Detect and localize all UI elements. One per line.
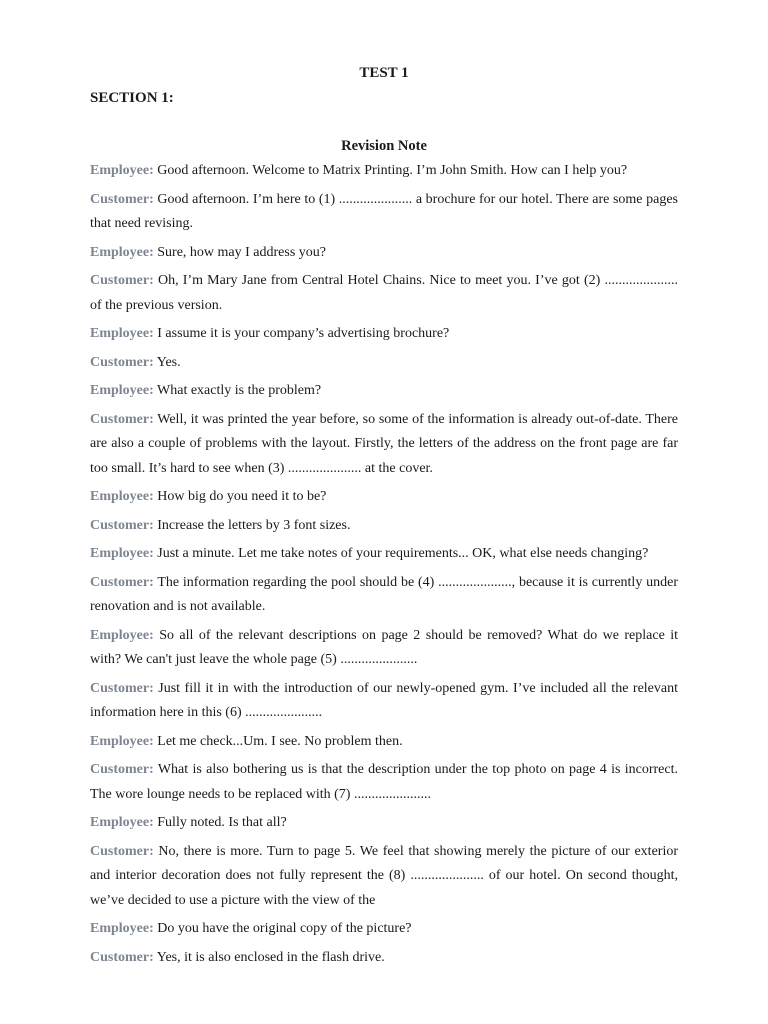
speaker-label: Customer: <box>90 191 154 207</box>
speaker-label: Employee: <box>90 546 154 561</box>
speaker-label: Employee: <box>90 733 154 749</box>
dialogue-turn <box>90 269 678 318</box>
speaker-label: Customer: <box>90 762 154 777</box>
turn-text: No, there is more. Turn to page 5. We feel that showing merely the picture of our exterior and interior decoration does not fully represent the (8) ..................... of our hotel. On second thought, we’ve decided to use a picture with the view of the <box>90 843 678 908</box>
dialogue-turn <box>90 188 678 237</box>
dialogue-turn <box>90 379 678 404</box>
speaker-label: Employee: <box>90 326 154 341</box>
dialogue-turn <box>90 624 678 673</box>
turn-text: Good afternoon. I’m here to (1) ..................... a brochure for our hotel. There are some pages that need revising. <box>90 191 678 231</box>
turn-text: Yes. <box>153 354 181 370</box>
speaker-label: Customer: <box>90 273 154 288</box>
turn-text: Sure, how may I address you? <box>153 244 327 260</box>
turn-text: Just a minute. Let me take notes of your requirements... OK, what else needs changing? <box>153 546 649 561</box>
section-title: SECTION 1: <box>90 90 174 106</box>
dialogue-turn <box>90 322 678 347</box>
dialogue-turn <box>90 408 678 482</box>
turn-text: Good afternoon. Welcome to Matrix Printing. I’m John Smith. How can I help you? <box>153 163 628 178</box>
speaker-label: Customer: <box>90 574 154 590</box>
turn-text: Just fill it in with the introduction of our newly-opened gym. I’ve included all the relevant information here in this (6) ...................... <box>90 680 678 720</box>
speaker-label: Customer: <box>90 949 154 965</box>
turn-text: Oh, I’m Mary Jane from Central Hotel Chains. Nice to meet you. I’ve got (2) ..................... of the previous version. <box>90 273 678 313</box>
turn-text: Well, it was printed the year before, so some of the information is already out-of-date. There are also a couple of problems with the layout. Firstly, the letters of the address on the front page are far too small. It’s hard to see when (3) ..................... at the cover. <box>90 411 678 476</box>
test-title: TEST 1 <box>359 65 409 81</box>
dialogue-turn <box>90 758 678 807</box>
turn-text: So all of the relevant descriptions on page 2 should be removed? What do we replace it with? We can't just leave the whole page (5) ...................... <box>90 627 678 667</box>
dialogue-turn <box>90 514 678 539</box>
dialogue-turn <box>90 811 678 836</box>
dialogue-turn <box>90 241 678 266</box>
turn-text: What exactly is the problem? <box>153 383 322 398</box>
dialogue-turn <box>90 917 678 942</box>
speaker-label: Customer: <box>90 843 154 859</box>
speaker-label: Customer: <box>90 680 154 696</box>
dialogue-turn <box>90 730 678 755</box>
speaker-label: Customer: <box>90 354 154 370</box>
speaker-label: Employee: <box>90 489 154 504</box>
speaker-label: Employee: <box>90 921 154 936</box>
speaker-label: Employee: <box>90 815 154 830</box>
dialogue-turn <box>90 542 678 567</box>
turn-text: Let me check...Um. I see. No problem then. <box>153 733 403 749</box>
dialogue-turn <box>90 485 678 510</box>
revision-note-title: Revision Note <box>341 138 427 154</box>
turn-text: The information regarding the pool should be (4) ....................., because it is currently under renovation and is not available. <box>90 574 678 614</box>
dialogue <box>90 159 678 970</box>
speaker-label: Customer: <box>90 411 154 427</box>
turn-text: Increase the letters by 3 font sizes. <box>153 517 351 533</box>
dialogue-turn <box>90 840 678 914</box>
speaker-label: Employee: <box>90 383 154 398</box>
speaker-label: Employee: <box>90 244 154 260</box>
turn-text: Do you have the original copy of the picture? <box>153 921 412 936</box>
turn-text: Yes, it is also enclosed in the flash drive. <box>153 949 385 965</box>
turn-text: Fully noted. Is that all? <box>153 815 287 830</box>
speaker-label: Customer: <box>90 517 154 533</box>
speaker-label: Employee: <box>90 627 154 643</box>
dialogue-turn <box>90 159 678 184</box>
dialogue-turn <box>90 946 678 971</box>
dialogue-turn <box>90 351 678 376</box>
speaker-label: Employee: <box>90 163 154 178</box>
dialogue-turn <box>90 677 678 726</box>
turn-text: What is also bothering us is that the description under the top photo on page 4 is incorrect. The wore lounge needs to be replaced with (7) ...................... <box>90 762 678 802</box>
dialogue-turn <box>90 571 678 620</box>
turn-text: I assume it is your company’s advertising brochure? <box>153 326 450 341</box>
turn-text: How big do you need it to be? <box>153 489 327 504</box>
